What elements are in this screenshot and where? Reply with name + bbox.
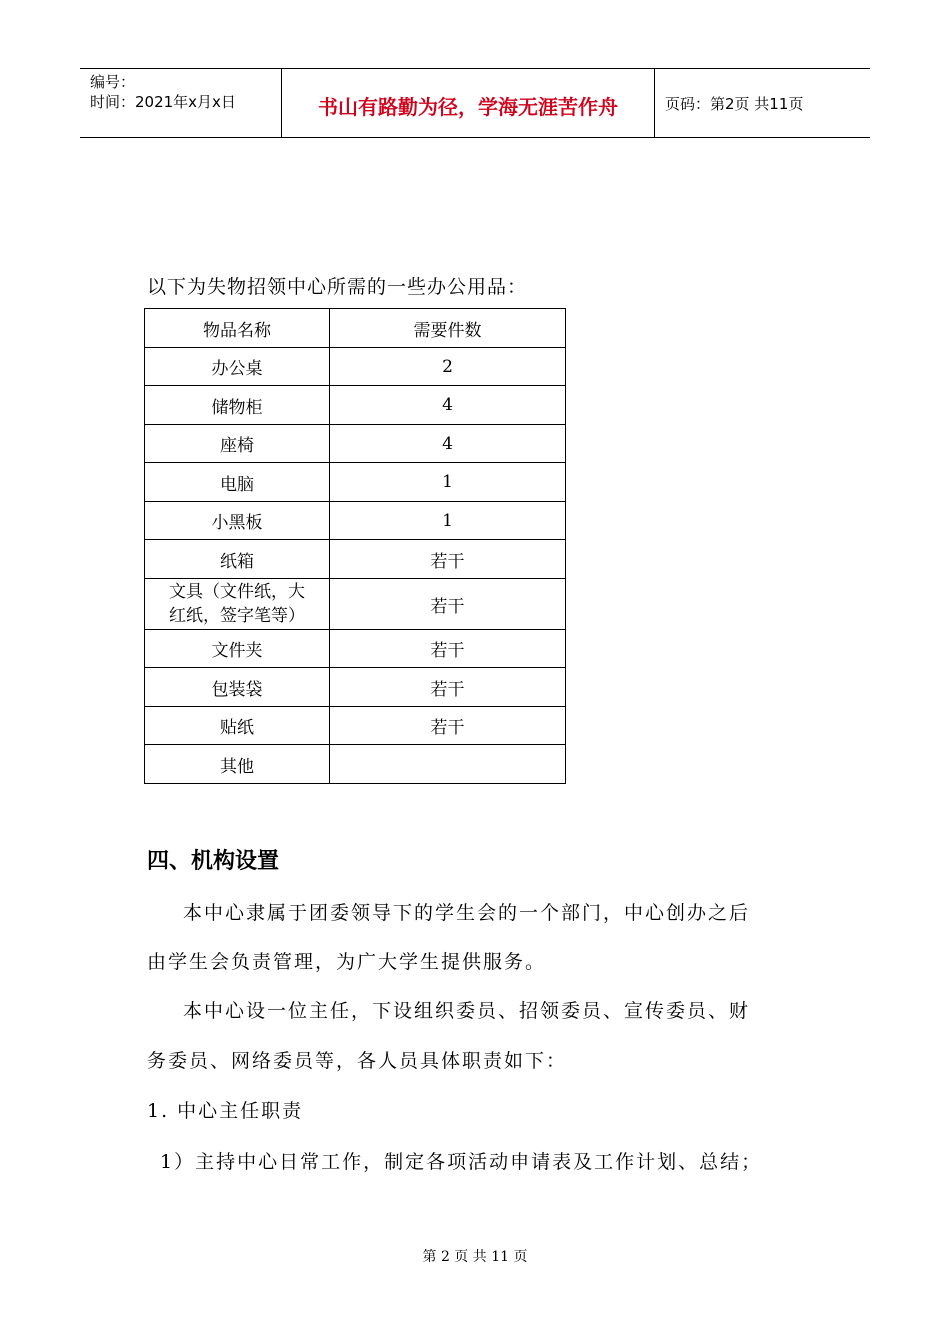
item-qty: 若干 [330, 707, 566, 745]
header-page-cell [655, 69, 870, 137]
doc-number-label: 编号： [90, 73, 136, 91]
item-name: 包装袋 [145, 668, 330, 707]
table-row [145, 707, 566, 745]
header-motto-cell [281, 69, 655, 137]
item-name [145, 579, 330, 630]
table-row [145, 463, 566, 502]
header-motto: 书山有路勤为径，学海无涯苦作舟 [318, 95, 618, 119]
paragraph-2-line-2: 务委员、网络委员等，各人员具体职责如下： [147, 1050, 568, 1072]
paragraph-2-line-1: 本中心设一位主任，下设组织委员、招领委员、宣传委员、财 [183, 1000, 751, 1022]
item-name: 座椅 [145, 425, 330, 463]
table-intro: 以下为失物招领中心所需的一些办公用品： [147, 276, 528, 298]
table-row [145, 668, 566, 707]
item-name-line2: 红纸，签字笔等） [169, 606, 305, 626]
item-qty [330, 745, 566, 784]
item-qty: 2 [330, 348, 566, 386]
table-row [145, 348, 566, 386]
item-name: 储物柜 [145, 386, 330, 425]
item-name: 纸箱 [145, 540, 330, 579]
item-name: 其他 [145, 745, 330, 784]
item-name: 贴纸 [145, 707, 330, 745]
table-row [145, 745, 566, 784]
header-page-info: 页码：第2页 共11页 [665, 95, 804, 113]
header-meta [80, 69, 281, 137]
paragraph-1-line-2: 由学生会负责管理，为广大学生提供服务。 [147, 951, 547, 973]
paragraph-1-line-1: 本中心隶属于团委领导下的学生会的一个部门，中心创办之后 [183, 902, 751, 924]
header-item-name: 物品名称 [145, 309, 330, 348]
item-qty: 若干 [330, 668, 566, 707]
header-quantity: 需要件数 [330, 309, 566, 348]
item-name-line1: 文具（文件纸，大 [169, 582, 305, 602]
list-item-1: 1. 中心主任职责 [147, 1100, 304, 1122]
item-qty: 若干 [330, 630, 566, 668]
table-row [145, 386, 566, 425]
doc-date: 时间：2021年x月x日 [90, 93, 236, 111]
office-supplies-table [144, 308, 566, 784]
table-header-row [145, 309, 566, 348]
item-qty: 若干 [330, 540, 566, 579]
table-row [145, 540, 566, 579]
item-name: 办公桌 [145, 348, 330, 386]
table-row [145, 425, 566, 463]
item-name: 电脑 [145, 463, 330, 502]
item-qty: 1 [330, 463, 566, 502]
section-heading: 四、机构设置 [147, 849, 280, 874]
table-row [145, 579, 566, 630]
table-row [145, 502, 566, 540]
page-header [80, 68, 870, 138]
item-qty: 4 [330, 425, 566, 463]
list-item-1-1: 1）主持中心日常工作，制定各项活动申请表及工作计划、总结； [160, 1151, 763, 1173]
table-row [145, 630, 566, 668]
item-qty: 若干 [330, 579, 566, 630]
item-qty: 1 [330, 502, 566, 540]
page-footer: 第 2 页 共 11 页 [422, 1249, 528, 1265]
item-name: 小黑板 [145, 502, 330, 540]
item-qty: 4 [330, 386, 566, 425]
item-name: 文件夹 [145, 630, 330, 668]
